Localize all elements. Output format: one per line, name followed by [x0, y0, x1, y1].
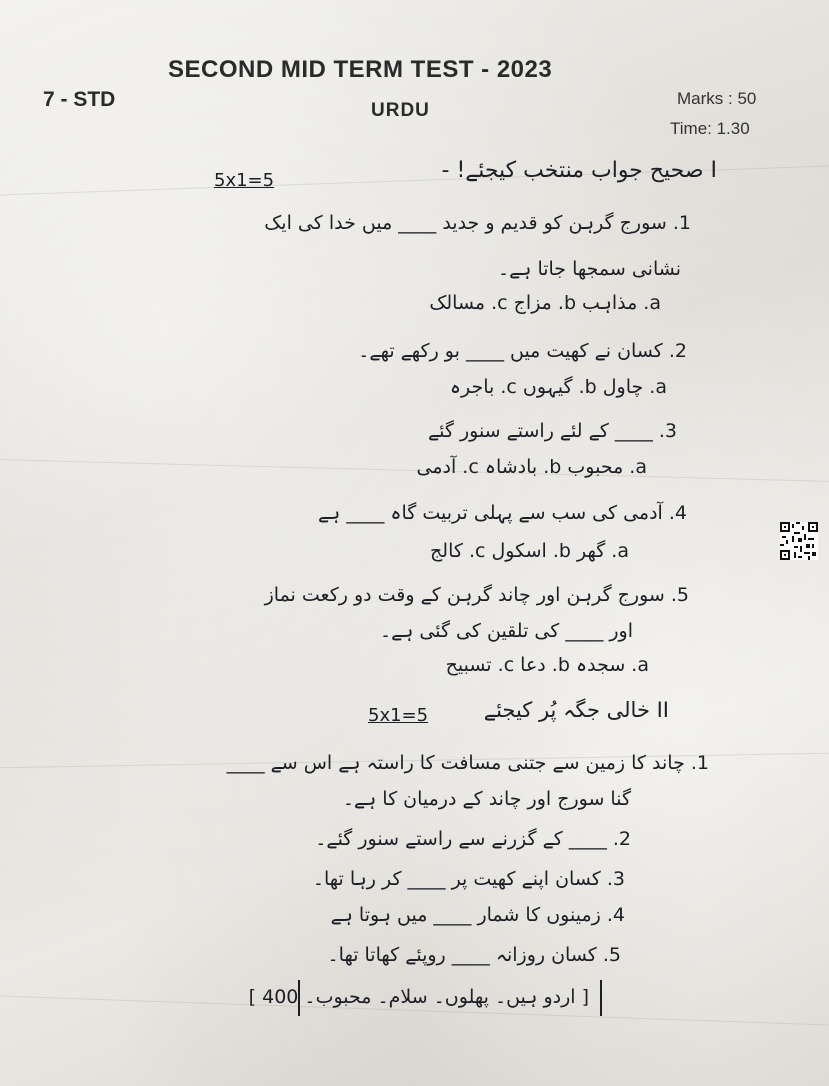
exam-title: SECOND MID TERM TEST - 2023	[168, 56, 553, 83]
options-line: a. سجدہ b. دعا c. تسبیح	[445, 654, 649, 676]
blank-line: 3. کسان اپنے کھیت پر ____ کر رہا تھا۔	[312, 868, 625, 890]
options-line: a. گھر b. اسکول c. کالج	[430, 540, 629, 562]
section1-marks: 5x1=5	[214, 170, 275, 191]
question-line: نشانی سمجھا جاتا ہے۔	[498, 258, 681, 280]
options-line: a. چاول b. گیہوں c. باجرہ	[449, 376, 667, 398]
marks-label: Marks : 50	[677, 89, 757, 108]
question-line: 5. سورج گرہن اور چاند گرہن کے وقت دو رکعت نماز	[264, 584, 689, 606]
standard-label: 7 - STD	[43, 88, 116, 111]
time-label: Time: 1.30	[670, 119, 750, 138]
question-line: 1. سورج گرہن کو قدیم و جدید ____ میں خدا کی ایک	[264, 212, 691, 234]
blank-line: 5. کسان روزانہ ____ روپئے کھاتا تھا۔	[327, 944, 621, 966]
qr-code-icon	[780, 522, 818, 560]
blank-line: گنا سورج اور چاند کے درمیان کا ہے۔	[342, 788, 631, 810]
options-line: a. محبوب b. بادشاہ c. آدمی	[416, 456, 647, 478]
blank-line: 2. ____ کے گزرنے سے راستے سنور گئے۔	[315, 828, 631, 850]
blank-line: 4. زمینوں کا شمار ____ میں ہوتا ہے	[330, 904, 625, 926]
section2-heading: II خالی جگہ پُر کیجئے	[483, 698, 669, 722]
paper-crease	[0, 456, 829, 482]
section1-heading: I صحیح جواب منتخب کیجئے! -	[441, 158, 717, 183]
section2-marks: 5x1=5	[368, 705, 429, 726]
question-line: اور ____ کی تلقین کی گئی ہے۔	[379, 620, 633, 642]
options-list: [ اردو ہیں۔ پھلوں۔ سلام۔ محبوب۔ 400 ]	[248, 986, 589, 1008]
question-line: 2. کسان نے کھیت میں ____ بو رکھے تھے۔	[358, 340, 687, 362]
blank-line: 1. چاند کا زمین سے جتنی مسافت کا راستہ ہے اس سے ____	[226, 752, 709, 774]
question-line: 3. ____ کے لئے راستے سنور گئے	[428, 420, 677, 442]
subject-label: URDU	[371, 100, 430, 121]
options-line: a. مذاہب b. مزاج c. مسالک	[429, 292, 661, 314]
question-line: 4. آدمی کی سب سے پہلی تربیت گاہ ____ ہے	[318, 502, 687, 524]
